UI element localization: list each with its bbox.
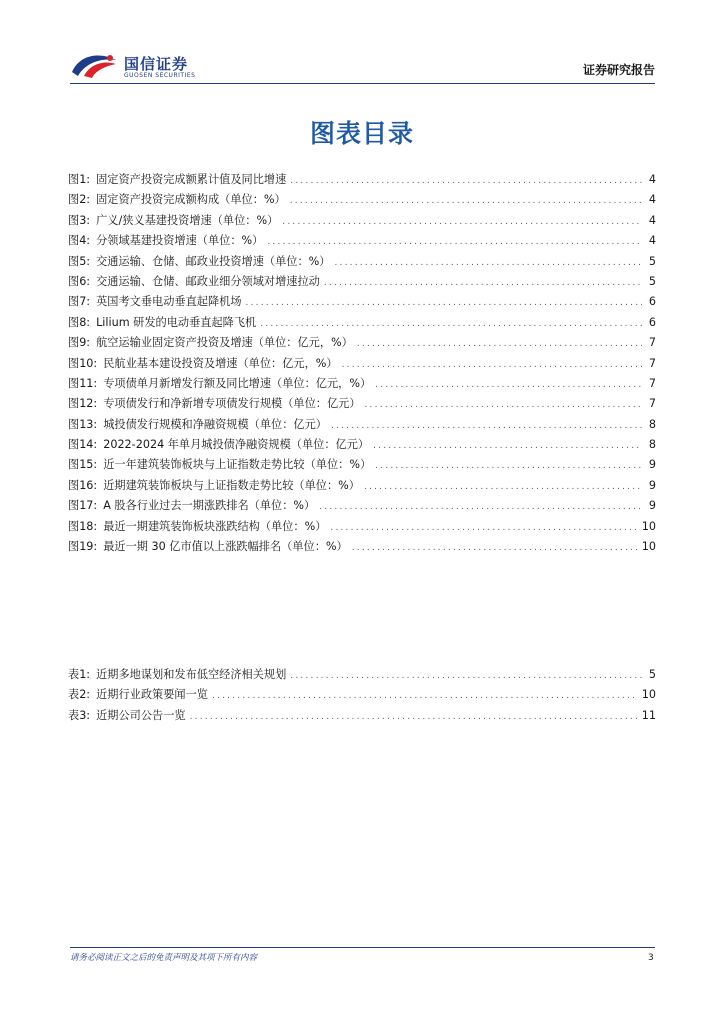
toc-entry[interactable] <box>68 665 656 685</box>
leader-dots <box>373 436 642 456</box>
entry-page: 9 <box>648 478 656 492</box>
entry-page: 8 <box>648 417 656 431</box>
entry-label: 图10: <box>68 356 98 370</box>
entry-page: 7 <box>648 336 656 350</box>
entry-title: 交通运输、仓储、邮政业投资增速（单位：%） <box>96 254 331 268</box>
toc-entry[interactable] <box>68 374 656 394</box>
entry-label: 图5: <box>68 254 91 268</box>
entry-title: 最近一期建筑装饰板块涨跌结构（单位：%） <box>103 519 327 533</box>
entry-label: 图8: <box>68 315 91 329</box>
entry-page: 4 <box>648 193 656 207</box>
leader-dots <box>290 171 642 191</box>
entry-title: 专项债单月新增发行额及同比增速（单位：亿元，%） <box>103 376 372 390</box>
entry-title: 专项债发行和净新增专项债发行规模（单位：亿元） <box>103 397 361 411</box>
entry-title: 2022-2024 年单月城投债净融资规模（单位：亿元） <box>103 438 370 452</box>
leader-dots <box>319 497 642 517</box>
toc-entry[interactable] <box>68 252 656 272</box>
company-logo <box>70 50 200 82</box>
page-header <box>70 50 655 84</box>
footer-divider <box>70 947 655 948</box>
figure-list <box>68 170 656 557</box>
toc-entry[interactable] <box>68 517 656 537</box>
page-title: 图表目录 <box>309 119 414 148</box>
leader-dots <box>364 477 642 497</box>
toc-entry[interactable] <box>68 476 656 496</box>
toc-entry[interactable] <box>68 190 656 210</box>
entry-title: 民航业基本建设投资及增速（单位：亿元，%） <box>103 356 338 370</box>
entry-page: 10 <box>641 540 656 554</box>
toc-entry[interactable] <box>68 272 656 292</box>
toc-entry[interactable] <box>68 455 656 475</box>
leader-dots <box>290 191 642 211</box>
entry-page: 4 <box>648 234 656 248</box>
entry-label: 图19: <box>68 540 98 554</box>
toc-entry[interactable] <box>68 394 656 414</box>
entry-label: 图2: <box>68 193 91 207</box>
toc-entry[interactable] <box>68 313 656 333</box>
entry-page: 5 <box>648 274 656 288</box>
entry-page: 4 <box>648 213 656 227</box>
entry-page: 5 <box>648 668 656 681</box>
leader-dots <box>352 538 638 558</box>
entry-label: 图3: <box>68 213 91 227</box>
entry-title: 分领域基建投资增速（单位：%） <box>96 234 264 248</box>
page-number: 3 <box>648 953 654 963</box>
entry-title: 固定资产投资完成额累计值及同比增速 <box>96 173 287 186</box>
entry-label: 图15: <box>68 458 98 472</box>
entry-page: 6 <box>648 315 656 329</box>
entry-title: 近一年建筑装饰板块与上证指数走势比较（单位：%） <box>103 458 372 472</box>
entry-label: 表2: <box>68 688 91 702</box>
logo-chinese-name: 国信证券 <box>124 55 189 73</box>
entry-label: 图12: <box>68 397 98 411</box>
toc-entry[interactable] <box>68 496 656 516</box>
entry-title: 交通运输、仓储、邮政业细分领域对增速拉动 <box>96 274 320 288</box>
entry-label: 图11: <box>68 376 98 390</box>
entry-title: 固定资产投资完成额构成（单位：%） <box>96 193 286 207</box>
toc-entry[interactable] <box>68 333 656 353</box>
toc-entry[interactable] <box>68 354 656 374</box>
entry-label: 图9: <box>68 336 91 350</box>
toc-entry[interactable] <box>68 685 656 705</box>
entry-page: 7 <box>648 376 656 390</box>
entry-page: 4 <box>648 173 656 186</box>
leader-dots <box>246 293 642 313</box>
entry-title: 航空运输业固定资产投资及增速（单位：亿元，%） <box>96 336 353 350</box>
leader-dots <box>190 707 638 727</box>
entry-page: 11 <box>641 708 656 722</box>
entry-title: 广义/狭义基建投资增速（单位：%） <box>96 213 279 227</box>
leader-dots <box>357 334 642 354</box>
leader-dots <box>212 686 638 706</box>
leader-dots <box>375 375 642 395</box>
toc-entry[interactable] <box>68 706 656 726</box>
leader-dots <box>331 416 642 436</box>
leader-dots <box>330 518 637 538</box>
entry-title: 近期建筑装饰板块与上证指数走势比较（单位：%） <box>103 478 360 492</box>
logo-mark-icon <box>70 50 120 80</box>
entry-page: 7 <box>648 356 656 370</box>
leader-dots <box>342 355 642 375</box>
entry-title: 最近一期 30 亿市值以上涨跌幅排名（单位：%） <box>103 540 348 554</box>
entry-label: 图6: <box>68 274 91 288</box>
toc-entry[interactable] <box>68 537 656 557</box>
entry-label: 图1: <box>68 173 91 186</box>
entry-label: 图13: <box>68 417 98 431</box>
leader-dots <box>375 456 642 476</box>
entry-title: 近期公司公告一览 <box>96 708 186 722</box>
entry-label: 图18: <box>68 519 98 533</box>
entry-label: 图16: <box>68 478 98 492</box>
entry-label: 图4: <box>68 234 91 248</box>
entry-label: 图14: <box>68 438 98 452</box>
toc-entry[interactable] <box>68 170 656 190</box>
logo-english-name: GUOSEN SECURITIES <box>124 72 196 79</box>
footer-disclaimer: 请务必阅读正文之后的免责声明及其项下所有内容 <box>70 953 258 963</box>
entry-title: A 股各行业过去一期涨跌排名（单位：%） <box>103 499 316 513</box>
entry-page: 5 <box>648 254 656 268</box>
leader-dots <box>334 253 642 273</box>
entry-label: 图7: <box>68 295 91 309</box>
leader-dots <box>267 232 642 252</box>
entry-page: 6 <box>648 295 656 309</box>
leader-dots <box>324 273 642 293</box>
leader-dots <box>260 314 642 334</box>
entry-page: 10 <box>641 688 656 702</box>
entry-label: 表1: <box>68 668 91 681</box>
toc-entry[interactable] <box>68 211 656 231</box>
entry-label: 图17: <box>68 499 98 513</box>
entry-page: 9 <box>648 458 656 472</box>
toc-entry[interactable] <box>68 435 656 455</box>
entry-title: Lilium 研发的电动垂直起降飞机 <box>96 315 257 329</box>
entry-page: 8 <box>648 438 656 452</box>
entry-page: 9 <box>648 499 656 513</box>
toc-entry[interactable] <box>68 415 656 435</box>
entry-page: 10 <box>641 519 656 533</box>
leader-dots <box>282 212 642 232</box>
table-list <box>68 665 656 726</box>
entry-title: 英国考文垂电动垂直起降机场 <box>96 295 242 309</box>
entry-title: 近期多地谋划和发布低空经济相关规划 <box>96 668 287 681</box>
entry-title: 近期行业政策要闻一览 <box>96 688 208 702</box>
header-divider <box>70 83 655 84</box>
report-type-label: 证券研究报告 <box>582 63 655 77</box>
leader-dots <box>290 666 642 686</box>
toc-entry[interactable] <box>68 292 656 312</box>
leader-dots <box>365 395 642 415</box>
entry-title: 城投债发行规模和净融资规模（单位：亿元） <box>103 417 327 431</box>
entry-page: 7 <box>648 397 656 411</box>
toc-entry[interactable] <box>68 231 656 251</box>
entry-label: 表3: <box>68 708 91 722</box>
